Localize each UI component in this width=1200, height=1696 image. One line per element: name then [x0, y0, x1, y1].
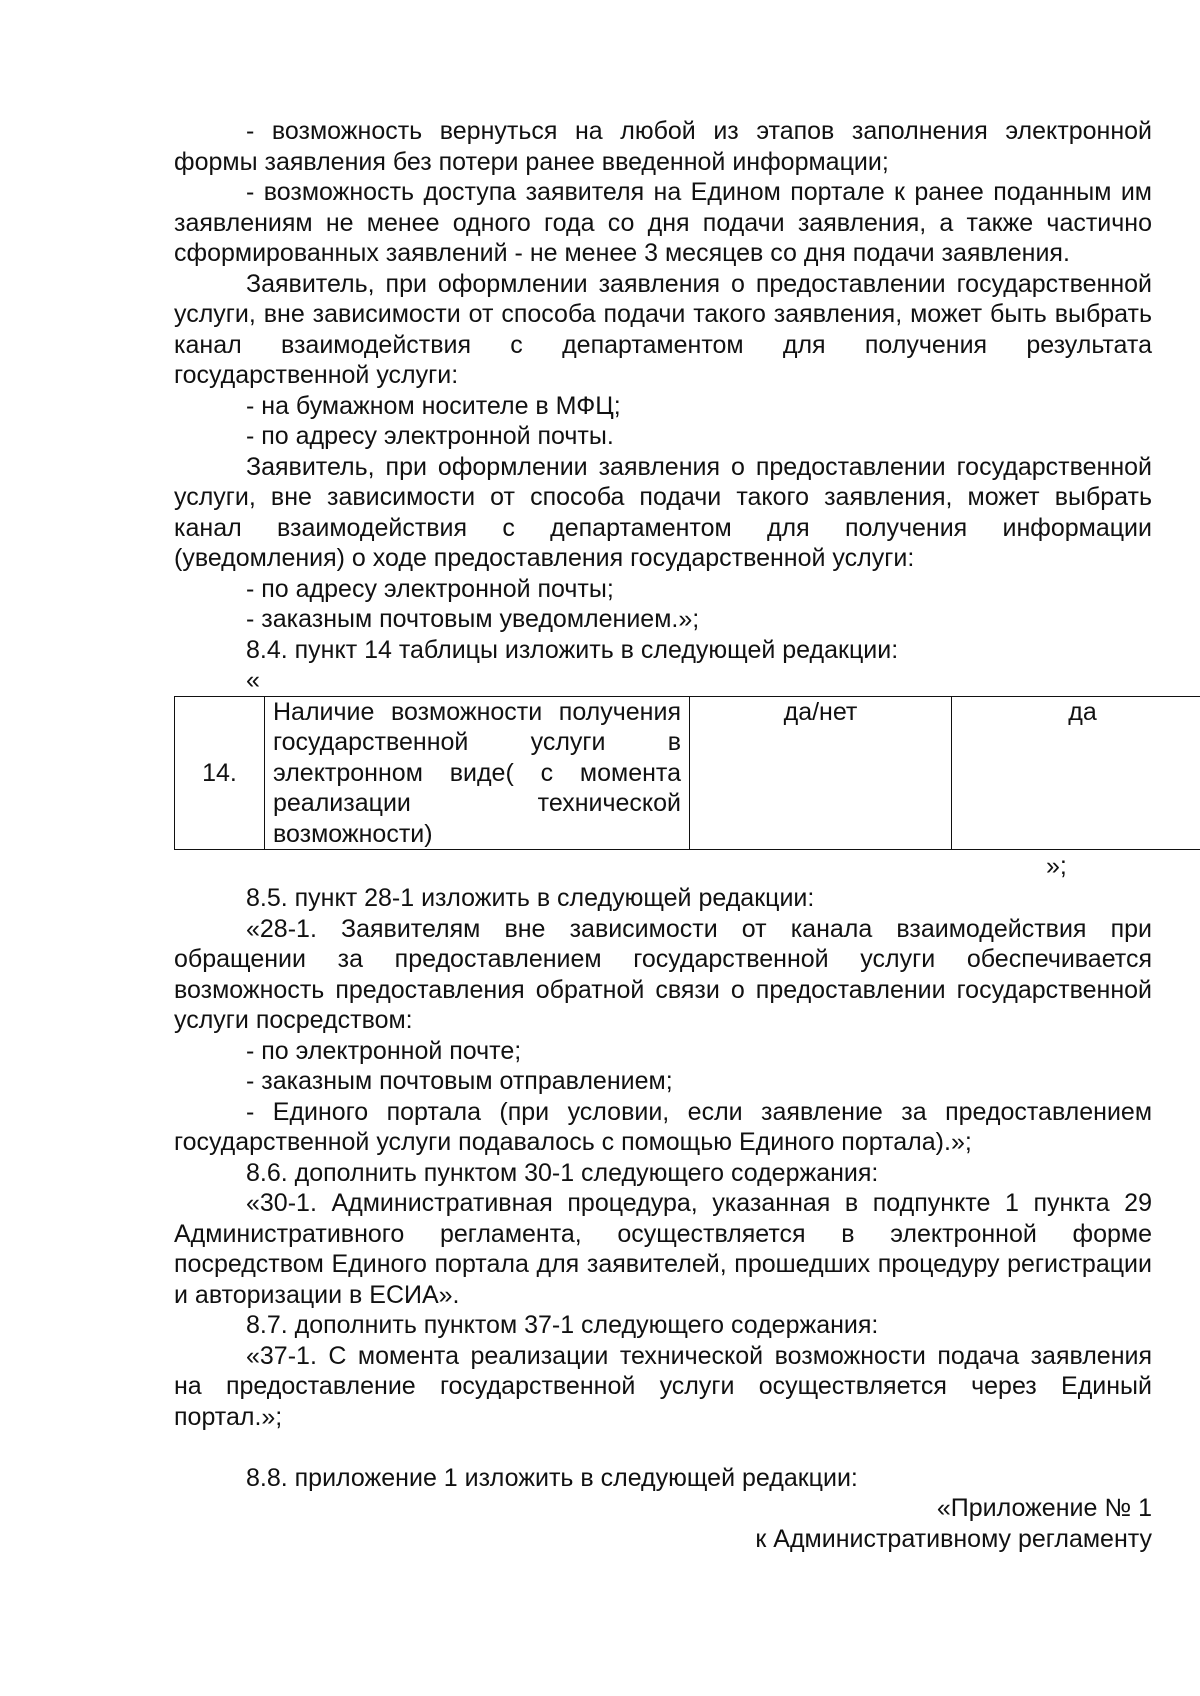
- table-cell-description: Наличие возможности получения государственной услуги в электронном виде( с момента реализации технической возможности): [265, 696, 690, 850]
- paragraph: 8.5. пункт 28-1 изложить в следующей редакции:: [246, 884, 815, 912]
- paragraph: - возможность доступа заявителя на Едином портале к ранее поданным им заявлениям не менее одного года со дня подачи заявления, а также частично сформированных заявлений - не менее 3 месяцев со дня подачи заявления.: [174, 178, 1152, 267]
- table-cell-option: да/нет: [690, 696, 952, 850]
- table-row: [175, 696, 1200, 850]
- paragraph: - на бумажном носителе в МФЦ;: [246, 391, 621, 420]
- paragraph: - по адресу электронной почты.: [246, 422, 614, 450]
- paragraph: «30-1. Административная процедура, указанная в подпункте 1 пункта 29 Административного регламента, осуществляется в электронной форме посредством Единого портала для заявителей, прошедших процедуру регистрации и авторизации в ЕСИА».: [174, 1189, 1152, 1309]
- paragraph: «37-1. С момента реализации технической возможности подача заявления на предоставление государственной услуги осуществляется через Единый портал.»;: [174, 1341, 1152, 1431]
- paragraph: - по электронной почте;: [246, 1036, 522, 1065]
- paragraph: - по адресу электронной почты;: [246, 574, 614, 603]
- amendment-table: [174, 696, 1200, 851]
- appendix-subheading: к Административному регламенту: [755, 1524, 1152, 1553]
- paragraph: Заявитель, при оформлении заявления о предоставлении государственной услуги, вне зависимости от способа подачи такого заявления, может быть выбрать канал взаимодействия с департаментом для получения результата государственной услуги:: [174, 269, 1152, 389]
- paragraph: 8.4. пункт 14 таблицы изложить в следующей редакции:: [246, 635, 899, 664]
- table-cell-value: да: [952, 696, 1200, 850]
- paragraph: 8.7. дополнить пунктом 37-1 следующего содержания:: [246, 1311, 879, 1339]
- table-cell-number: 14.: [175, 696, 265, 850]
- paragraph: - возможность вернуться на любой из этапов заполнения электронной формы заявления без потери ранее введенной информации;: [174, 117, 1152, 176]
- open-quote: «: [246, 666, 260, 694]
- paragraph: 8.8. приложение 1 изложить в следующей редакции:: [246, 1463, 858, 1492]
- paragraph: - заказным почтовым отправлением;: [246, 1067, 673, 1095]
- paragraph: «28-1. Заявителям вне зависимости от канала взаимодействия при обращении за предоставлением государственной услуги обеспечивается возможность предоставления обратной связи о предоставлении государственной услуги посредством:: [174, 914, 1152, 1034]
- blank-line: [174, 1432, 1152, 1463]
- paragraph: - Единого портала (при условии, если заявление за предоставлением государственной услуги подавалось с помощью Единого портала).»;: [174, 1097, 1152, 1156]
- paragraph: 8.6. дополнить пунктом 30-1 следующего содержания:: [246, 1158, 879, 1187]
- paragraph: - заказным почтовым уведомлением.»;: [246, 605, 700, 633]
- close-quote: »;: [1046, 852, 1067, 880]
- appendix-heading: «Приложение № 1: [936, 1494, 1152, 1522]
- document-body: [174, 116, 1152, 1554]
- paragraph: Заявитель, при оформлении заявления о предоставлении государственной услуги, вне зависимости от способа подачи такого заявления, может выбрать канал взаимодействия с департаментом для получения информации (уведомления) о ходе предоставления государственной услуги:: [174, 452, 1152, 572]
